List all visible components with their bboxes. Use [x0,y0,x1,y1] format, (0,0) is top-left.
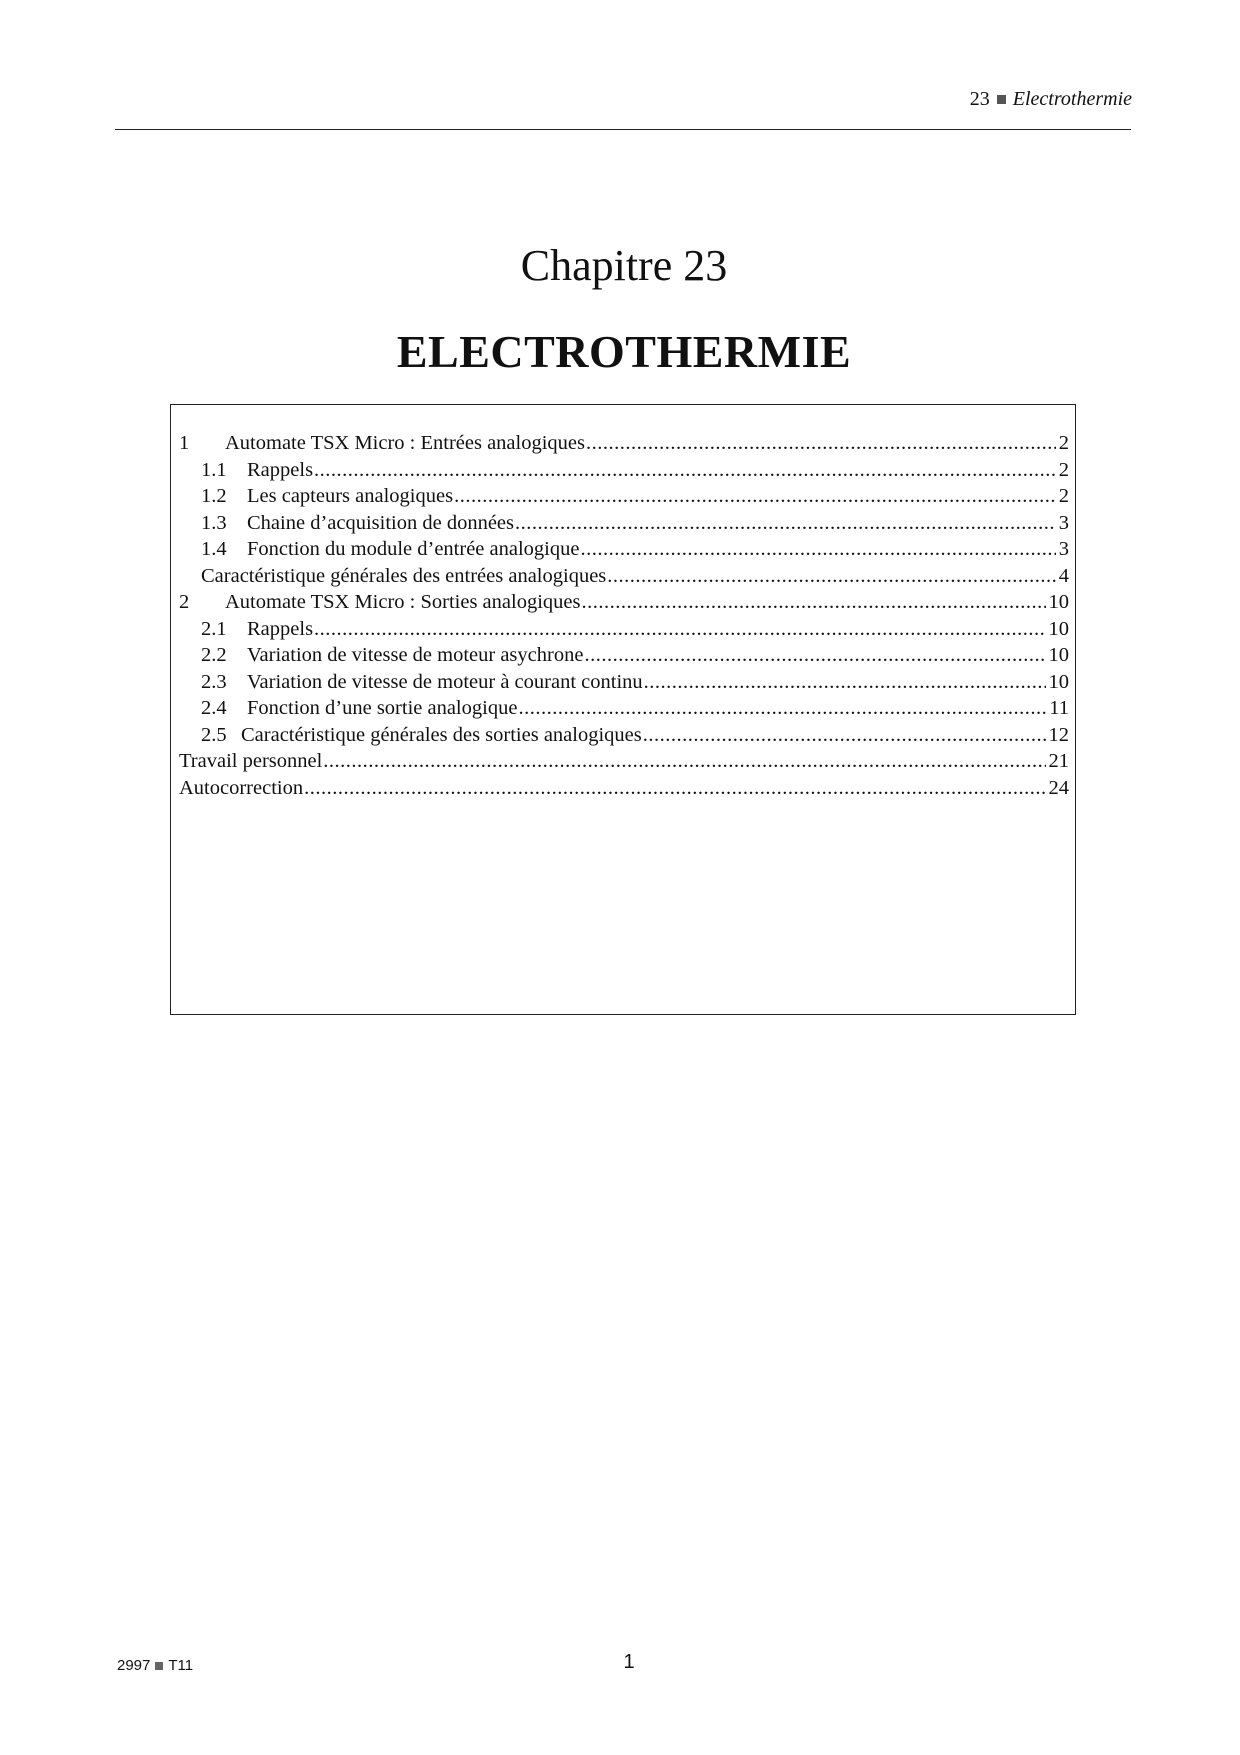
toc-entry-page: 2 [1058,432,1069,454]
toc-dot-leader [518,695,1046,722]
toc-dot-leader [454,483,1056,510]
toc-entry-number: 1.4 [201,538,227,560]
toc-entry-text: Fonction du module d’entrée analogique [247,538,580,560]
toc-entry-text: Automate TSX Micro : Entrées analogiques [225,432,586,454]
toc-dot-leader [515,510,1056,537]
chapter-label: Chapitre 23 [520,241,728,290]
toc-entry[interactable] [179,775,1069,802]
toc-entry[interactable] [179,430,1069,457]
table-of-contents [170,404,1076,1015]
header-chapter-title: Electrothermie [1012,88,1132,110]
toc-entry-number: 1.2 [201,485,227,507]
toc-entry[interactable] [179,589,1069,616]
toc-entry-text: Autocorrection [179,776,304,799]
toc-entry[interactable] [179,669,1069,696]
toc-entry-number: 1.3 [201,511,227,534]
toc-dot-leader [644,669,1046,696]
toc-dot-leader [304,775,1045,802]
toc-list [179,430,1069,801]
toc-entry-number: 2.5 [201,723,227,746]
toc-entry-page: 10 [1048,617,1069,640]
toc-dot-leader [323,748,1045,775]
toc-entry-number: 2.3 [201,670,227,693]
toc-entry-text: Caractéristique générales des sorties analogiques [241,723,642,746]
toc-entry-page: 12 [1048,723,1069,746]
toc-entry-text: Caractéristique générales des entrées analogiques [201,564,607,587]
toc-dot-leader [586,430,1056,457]
toc-dot-leader [314,457,1056,484]
toc-entry-page: 4 [1058,564,1069,587]
chapter-title: ELECTROTHERMIE [396,326,852,377]
toc-entry-page: 10 [1048,591,1069,613]
toc-entry-number: 2.1 [201,617,227,640]
header-divider [115,129,1131,130]
page-number: 1 [623,1651,635,1673]
footer-code: 2997 [117,1657,151,1674]
toc-dot-leader [643,722,1046,749]
toc-entry[interactable] [179,563,1069,590]
toc-dot-leader [580,536,1055,563]
toc-entry-number: 1 [179,432,190,454]
toc-entry-text: Rappels [247,458,314,481]
footer-series: T11 [168,1657,194,1674]
toc-entry[interactable] [179,722,1069,749]
toc-entry-text: Variation de vitesse de moteur asychrone [247,644,584,666]
toc-entry-page: 3 [1058,511,1069,534]
toc-entry-text: Automate TSX Micro : Sorties analogiques [225,591,581,613]
toc-entry[interactable] [179,510,1069,537]
toc-entry[interactable] [179,695,1069,722]
toc-entry-number: 2.4 [201,697,227,719]
toc-entry-page: 2 [1058,485,1069,507]
toc-entry-page: 11 [1049,697,1069,719]
toc-entry-page: 21 [1048,750,1069,772]
toc-entry[interactable] [179,457,1069,484]
toc-entry-page: 3 [1058,538,1069,560]
toc-entry[interactable] [179,748,1069,775]
toc-entry[interactable] [179,642,1069,669]
toc-entry-text: Les capteurs analogiques [247,485,454,507]
toc-entry-text: Travail personnel [179,750,323,772]
toc-entry-text: Rappels [247,617,314,640]
toc-dot-leader [581,589,1045,616]
toc-entry-number: 1.1 [201,458,227,481]
toc-dot-leader [584,642,1045,669]
toc-dot-leader [607,563,1055,590]
toc-entry-page: 24 [1048,776,1069,799]
toc-entry[interactable] [179,483,1069,510]
toc-entry-text: Fonction d’une sortie analogique [247,697,518,719]
toc-entry-text: Variation de vitesse de moteur à courant continu [247,670,643,693]
toc-entry-page: 2 [1058,458,1069,481]
toc-entry[interactable] [179,536,1069,563]
square-bullet-icon [997,95,1006,104]
header-chapter-number: 23 [969,88,990,110]
running-header [970,88,1132,111]
toc-dot-leader [314,616,1045,643]
toc-entry-text: Chaine d’acquisition de données [247,511,515,534]
toc-entry-page: 10 [1048,670,1069,693]
toc-entry-number: 2 [179,591,190,613]
toc-entry-number: 2.2 [201,644,227,666]
toc-entry[interactable] [179,616,1069,643]
toc-entry-page: 10 [1048,644,1069,666]
